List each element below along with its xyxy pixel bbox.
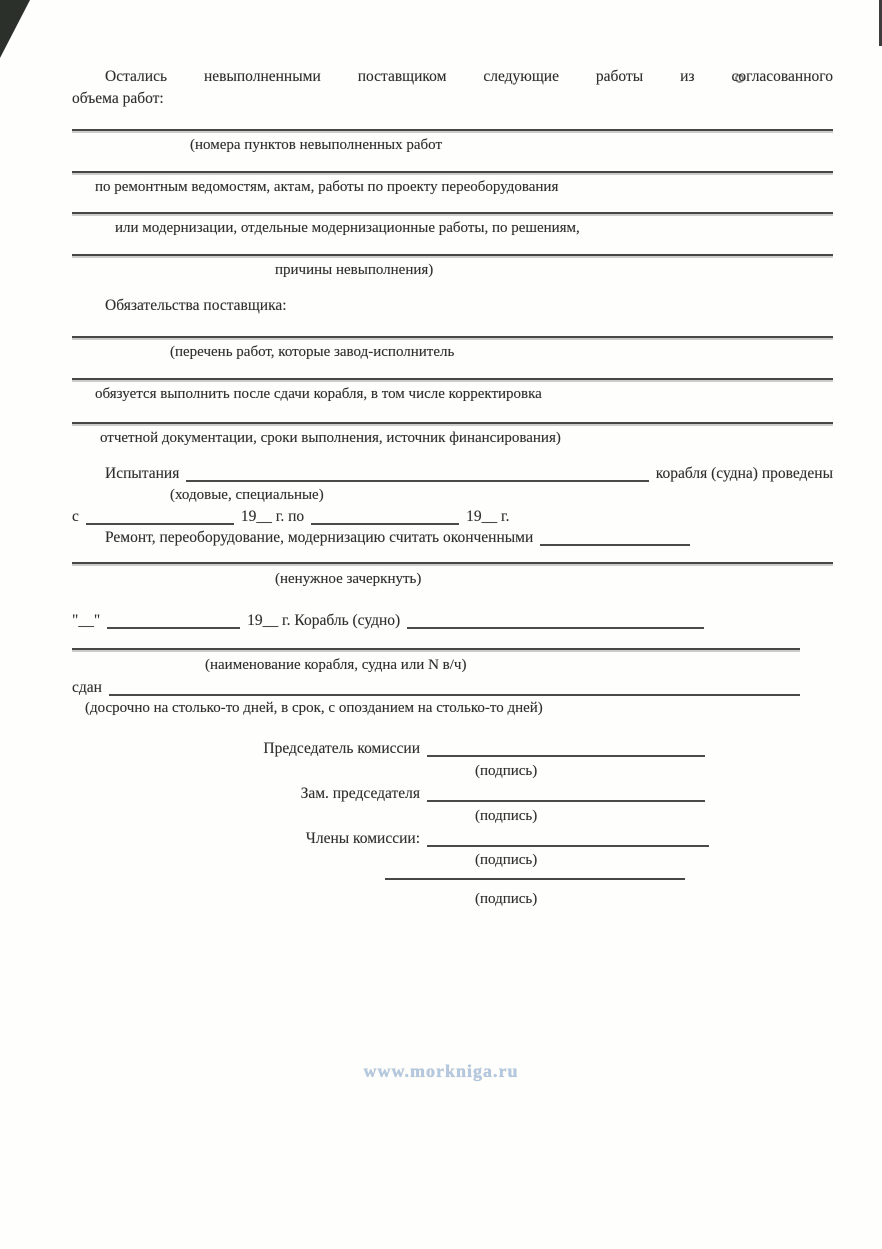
repair-finished-line [72,528,833,547]
fill-in-caption: или модернизации, отдельные модернизационные работы, по решениям, [115,220,580,236]
handed-line [72,678,833,697]
chairman-signature-row [72,739,833,758]
fill-in-rule [72,378,833,380]
tests-line [72,464,833,483]
fill-in-rule [72,254,833,256]
fill-in-rule [72,212,833,214]
dates-year1: 19__ г. по [240,508,305,525]
deputy-signature-field [427,786,705,802]
handed-blank-field [109,680,800,696]
intro-line-2: объема работ: [72,90,164,107]
date-ship-line [72,611,833,630]
day-quotes: "__" [72,612,101,629]
handed-label: сдан [72,679,102,696]
fill-in-rule [72,336,833,338]
fill-in-caption: (перечень работ, которые завод-исполнитель [170,344,455,360]
year-ship-label: 19__ г. Корабль (судно) [247,612,401,629]
ship-name-caption: (наименование корабля, судна или N в/ч) [205,657,467,673]
intro-line-1: Остались невыполненными поставщиком следующие работы из согласованного [105,68,833,85]
signature-caption: (подпись) [475,891,538,907]
members-label: Члены комиссии: [305,830,420,847]
strike-caption: (ненужное зачеркнуть) [275,571,422,587]
tests-prefix: Испытания [105,465,180,482]
deputy-label: Зам. председателя [300,785,420,802]
fill-in-caption: (номера пунктов невыполненных работ [190,137,443,153]
dates-year2: 19__ г. [466,508,510,525]
dates-line [72,507,833,526]
repair-blank-field [540,530,690,546]
intro-paragraph [72,66,833,110]
fill-in-caption: отчетной документации, сроки выполнения, источник финансирования) [100,430,561,446]
signature-caption: (подпись) [475,852,538,868]
fill-in-caption: причины невыполнения) [275,262,434,278]
fill-in-rule [72,562,833,564]
month-blank-field [107,613,240,629]
tests-blank-field [186,466,648,482]
site-watermark: www.morkniga.ru [363,1061,519,1081]
fill-in-rule [72,129,833,131]
chairman-label: Председатель комиссии [263,740,420,757]
dates-from: с [72,508,79,525]
signature-caption: (подпись) [475,808,538,824]
handed-caption: (досрочно на столько-то дней, в срок, с опозданием на столько-то дней) [85,700,543,716]
date-from-blank-field [86,509,234,525]
repair-text: Ремонт, переоборудование, модернизацию считать оконченными [105,529,534,546]
members-signature-field [427,831,709,847]
ship-name-blank-field [407,613,704,629]
deputy-signature-row [72,784,833,803]
fill-in-caption: по ремонтным ведомостям, актам, работы по проекту переоборудования [95,179,559,195]
fill-in-caption: обязуется выполнить после сдачи корабля, в том числе корректировка [95,386,542,402]
fill-in-rule [72,648,800,650]
signature-caption: (подпись) [475,763,538,779]
tests-suffix: корабля (судна) проведены [655,465,833,482]
tests-caption: (ходовые, специальные) [170,487,324,503]
date-to-blank-field [311,509,459,525]
fill-in-rule [72,422,833,424]
fill-in-rule [72,171,833,173]
obligations-heading: Обязательства поставщика: [105,297,287,314]
members-signature-row [72,829,833,848]
member-extra-signature-field [385,878,685,880]
chairman-signature-field [427,741,705,757]
scan-corner-artifact [0,0,30,58]
